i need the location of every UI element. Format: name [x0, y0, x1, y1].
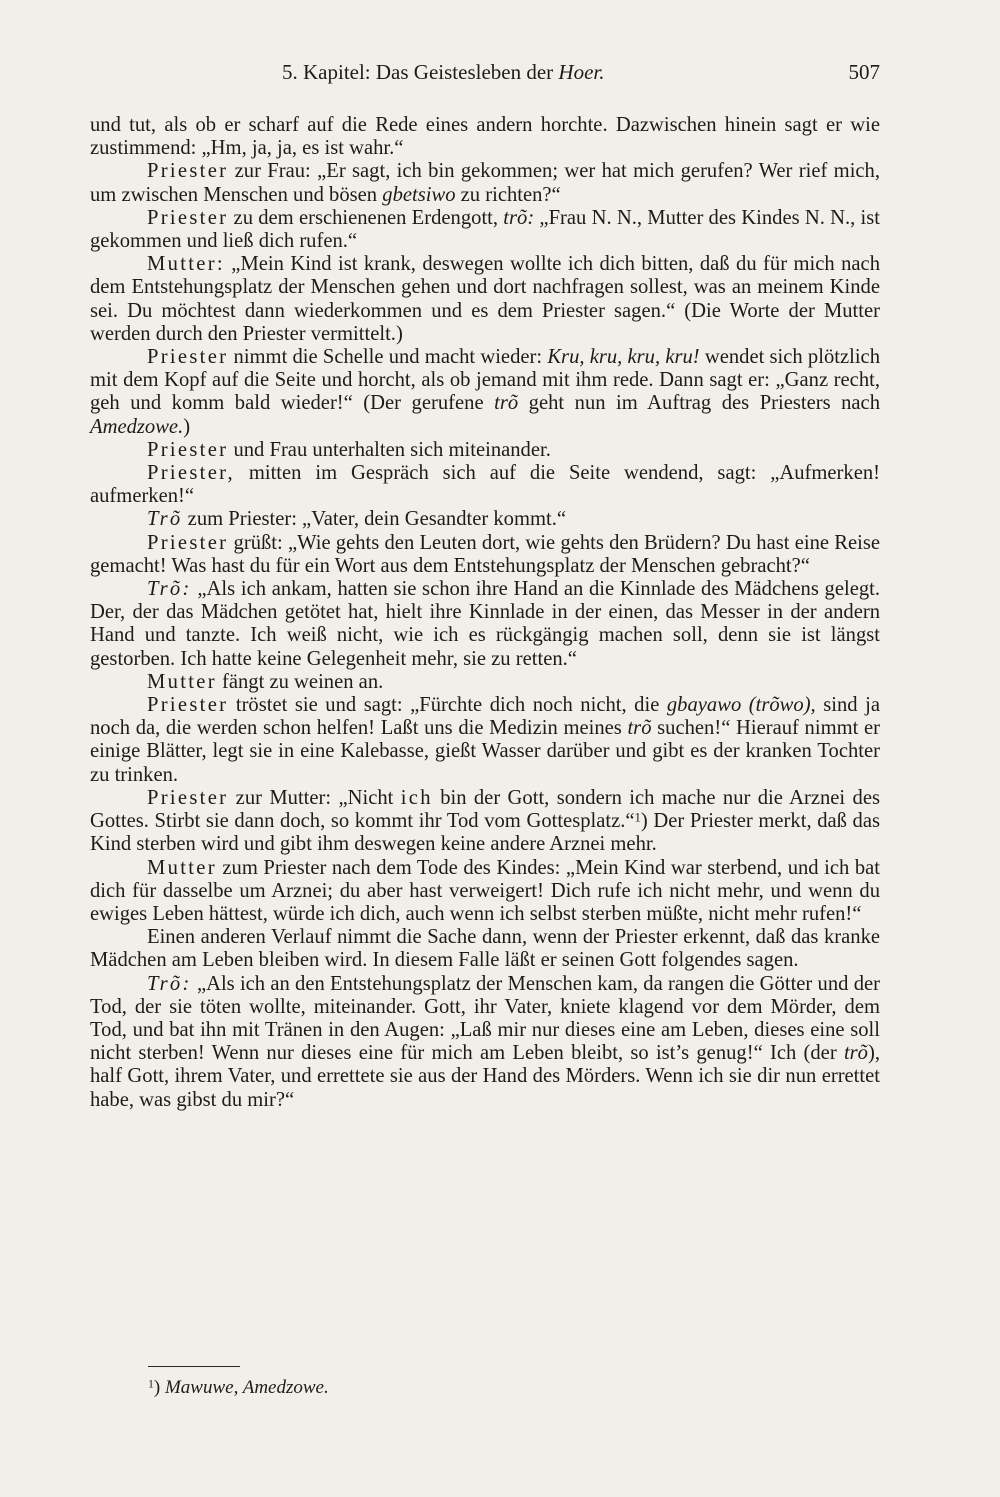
- text-run: zum Priester: „Vater, dein Gesandter kommt.“: [182, 508, 566, 531]
- paragraph: [90, 114, 880, 160]
- text-run: mitten im Gespräch sich auf die Seite wendend, sagt: „Aufmerken! aufmerken!“: [90, 462, 880, 508]
- speaker-name: Trõ:: [147, 578, 192, 601]
- text-run: ), half Gott, ihrem Vater, und errettete sie aus der Hand des Mörders. Wenn ich sie dir nun errettet habe, was gibst du mir?“: [90, 1042, 880, 1111]
- speaker-name: Mutter: [147, 670, 217, 693]
- paragraph: [90, 532, 880, 578]
- paragraph: [90, 462, 880, 508]
- text-run: fängt zu weinen an.: [216, 670, 384, 693]
- text-run: zum Priester nach dem Tode des Kindes: „Mein Kind war sterbend, und ich bat dich für dasselbe um Arznei; du aber hast verweigert! Dich rufe ich nicht mehr, und wenn du ewiges Leben hättest, würde ich dich, auch wenn ich selbst sterben müßte, nicht mehr rufen!“: [90, 856, 880, 925]
- speaker-name: Priester: [147, 160, 229, 183]
- running-title: 5. Kapitel: Das Geistesleben der Hoer.: [282, 60, 605, 84]
- paragraph: [90, 671, 880, 694]
- text-run: zur Frau: „Er sagt, ich bin gekommen; wer hat mich gerufen? Wer rief mich, um zwischen Menschen und bösen: [90, 160, 880, 206]
- speaker-name: Priester: [147, 206, 229, 229]
- italic-term: trõ:: [503, 206, 535, 229]
- text-run: ): [183, 415, 191, 438]
- paragraph: [90, 857, 880, 927]
- italic-term: gbetsiwo: [382, 183, 456, 206]
- paragraph: [90, 207, 880, 253]
- text-run: geht nun im Auftrag des Priesters nach: [518, 392, 880, 415]
- italic-term: Amedzowe.: [90, 415, 184, 438]
- footnote-rule: [148, 1366, 240, 1367]
- page-number: 507: [848, 60, 880, 84]
- text-run: nimmt die Schelle und macht wieder:: [228, 346, 548, 369]
- text-run: „Frau N. N., Mutter des Kindes N. N., ist gekommen und ließ dich rufen.“: [90, 206, 880, 253]
- text-run: tröstet sie und sagt: „Fürchte dich noch nicht, die: [228, 694, 667, 717]
- footnote-reference: 1: [634, 810, 641, 825]
- speaker-name: Mutter: [147, 856, 217, 879]
- text-run: ) Der Priester merkt, daß das Kind sterben wird und gibt ihm deswegen keine andere Arznei mehr.: [90, 810, 881, 856]
- paragraph: [90, 346, 880, 439]
- running-header: [90, 60, 880, 90]
- text-run: Einen anderen Verlauf nimmt die Sache dann, wenn der Priester erkennt, daß das kranke Mädchen am Leben bleiben wird. In diesem Falle läßt er seinen Gott folgendes sagen.: [90, 926, 880, 972]
- footnote-text: Mawuwe, Amedzowe.: [160, 1377, 329, 1398]
- text-run: und tut, als ob er scharf auf die Rede eines andern horchte. Dazwischen hinein sagt er wie zustimmend: „Hm, ja, ja, es ist wahr.“: [90, 114, 880, 160]
- speaker-name: Priester: [147, 438, 229, 461]
- body-text: [90, 114, 880, 1112]
- text-run: bin der Gott, sondern ich mache nur die Arznei des Gottes. Stirbt sie dann doch, so kommt ihr Tod vom Gottesplatz.“: [90, 786, 880, 833]
- speaker-name: Trõ: [147, 508, 183, 531]
- footnote-marker-close: ): [153, 1377, 161, 1398]
- text-run: suchen!“ Hierauf nimmt er einige Blätter, legt sie in eine Kalebasse, gießt Wasser darüber und gibt es der kranken Tochter zu trinken.: [90, 717, 880, 786]
- running-title-italic: Hoer.: [558, 60, 605, 84]
- speaker-name: Priester: [147, 346, 229, 369]
- italic-term: trõ: [494, 392, 519, 415]
- text-run: wendet sich plötzlich mit dem Kopf auf die Seite und horcht, als ob jemand mit ihm rede. Dann sagt er: „Ganz recht, geh und komm bald wieder!“ (Der gerufene: [90, 346, 880, 415]
- paragraph: [90, 926, 880, 972]
- paragraph: [90, 439, 880, 462]
- text-run: zu richten?“: [455, 183, 561, 206]
- text-run: zur Mutter: „Nicht: [228, 786, 401, 809]
- footnote-marker: 1: [148, 1377, 154, 1391]
- text-run: grüßt: „Wie gehts den Leuten dort, wie gehts den Brüdern? Du hast eine Reise gemacht! Was hast du für ein Wort aus dem Entstehungsplatz der Menschen gebracht?“: [90, 531, 880, 577]
- text-run: sind ja noch da, die werden schon helfen! Laßt uns die Medizin meines: [90, 694, 880, 740]
- speaker-name: Priester,: [147, 462, 235, 485]
- text-run: „Als ich ankam, hatten sie schon ihre Hand an die Kinnlade des Mädchens gelegt. Der, der das Mädchen getötet hat, hielt ihre Kinnlade in der einen, das Messer in der andern Hand und tanzte. Ich weiß nicht, wie ich es rückgängig machen soll, denn sie ist längst gestorben. Ich hatte keine Gelegenheit mehr, sie zu retten.“: [90, 578, 880, 670]
- italic-term: gbayawo (trõwo),: [666, 694, 816, 717]
- speaker-name: ich: [400, 786, 433, 809]
- text-run: und Frau unterhalten sich miteinander.: [228, 438, 551, 461]
- speaker-name: Priester: [147, 694, 229, 717]
- speaker-name: Priester: [147, 786, 229, 809]
- footnote: [148, 1376, 329, 1400]
- paragraph: [90, 160, 880, 206]
- paragraph: [90, 694, 880, 787]
- italic-term: trõ: [843, 1042, 868, 1065]
- italic-term: Kru, kru, kru, kru!: [547, 346, 700, 369]
- italic-term: trõ: [627, 717, 652, 740]
- speaker-name: Mutter:: [147, 253, 225, 276]
- paragraph: [90, 578, 880, 671]
- text-run: „Als ich an den Entstehungsplatz der Menschen kam, da rangen die Götter und der Tod, der sie töten wollte, miteinander. Gott, ihr Vater, kniete klagend vor dem Mörder, dem Tod, und bat ihn mit Tränen in den Augen: „Laß mir nur dieses eine am Leben, dieses eine soll nicht sterben! Wenn nur dieses eine für mich am Leben bleibt, so ist’s genug!“ Ich (der: [90, 972, 880, 1065]
- text-run: „Mein Kind ist krank, deswegen wollte ich dich bitten, daß du für mich nach dem Entstehungsplatz der Menschen gehen und dort nachfragen sollest, was an meinem Kinde sei. Du möchtest dann wiederkommen und es dem Priester sagen.“ (Die Worte der Mutter werden durch den Priester vermittelt.): [90, 253, 880, 345]
- paragraph: [90, 973, 880, 1112]
- paragraph: [90, 253, 880, 346]
- text-run: zu dem erschienenen Erdengott,: [228, 206, 504, 229]
- speaker-name: Priester: [147, 531, 229, 554]
- paragraph: [90, 787, 880, 857]
- speaker-name: Trõ:: [147, 972, 192, 995]
- paragraph: [90, 508, 880, 531]
